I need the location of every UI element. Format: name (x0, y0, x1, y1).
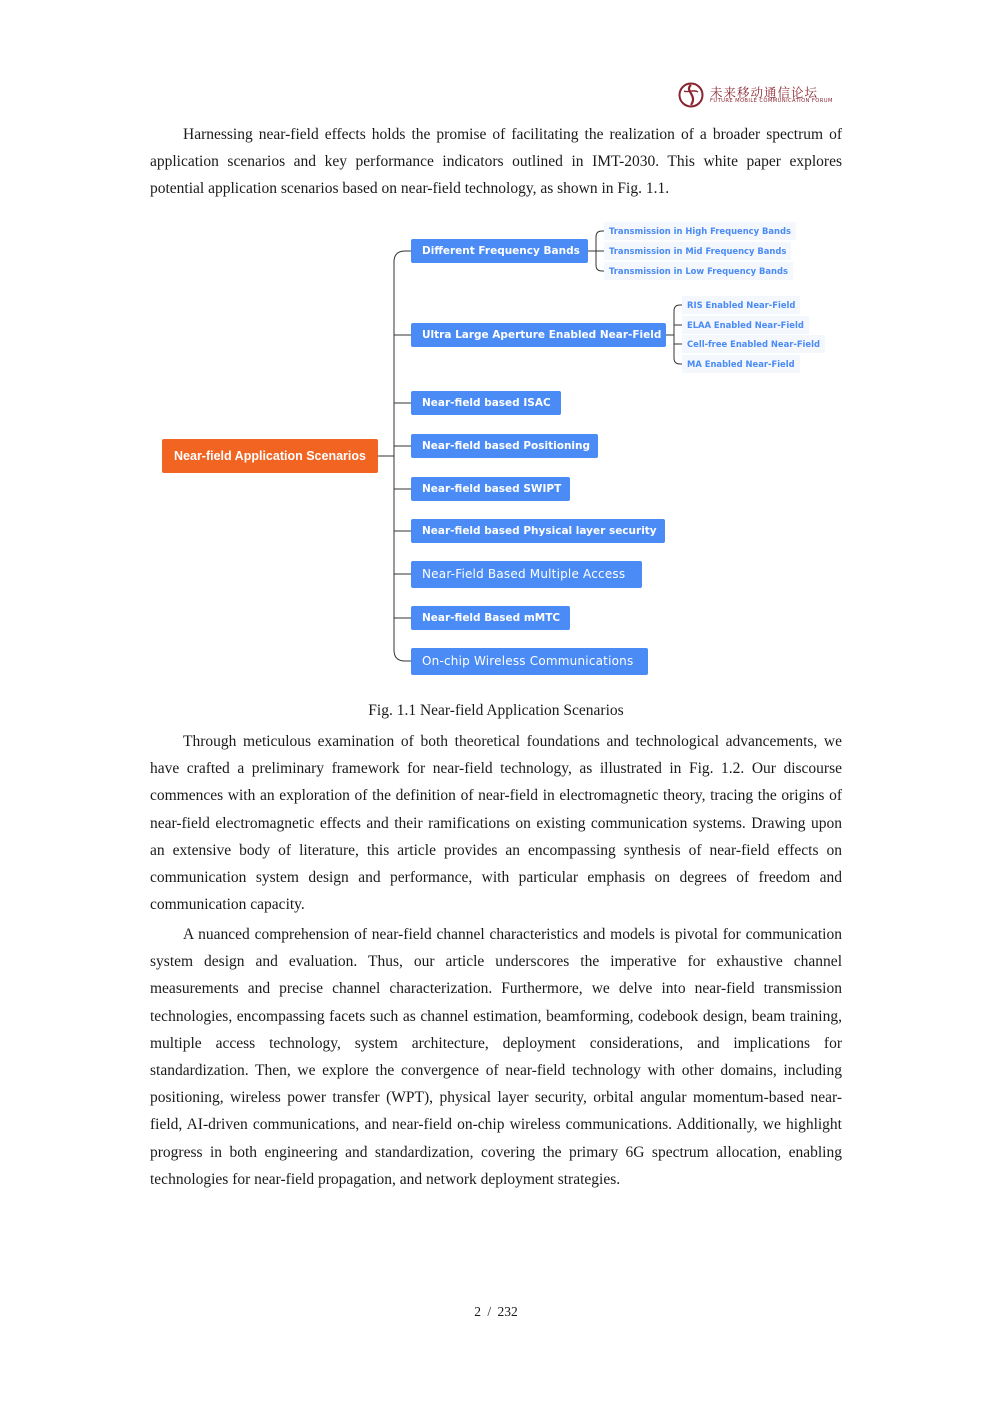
branch-node-multiple-access: Near-Field Based Multiple Access (411, 561, 642, 588)
diagram-root-node: Near-field Application Scenarios (162, 439, 378, 473)
leaf-low-frequency: Transmission in Low Frequency Bands (604, 262, 793, 280)
branch-node-mmtc: Near-field Based mMTC (411, 606, 570, 630)
logo-text-en: FUTURE MOBILE COMMUNICATION FORUM (710, 98, 833, 104)
branch-node-swipt: Near-field based SWIPT (411, 477, 570, 501)
leaf-cell-free: Cell-free Enabled Near-Field (682, 335, 825, 353)
branch-node-isac: Near-field based ISAC (411, 391, 561, 415)
framework-paragraph (150, 728, 842, 918)
branch-node-physical-layer-security: Near-field based Physical layer security (411, 519, 665, 543)
framework-paragraph-text: Through meticulous examination of both theoretical foundations and technological advancements, we have crafted a preliminary framework for near-field technology, as illustrated in Fig. 1.2. Our discourse commences with an exploration of the definition of near-field in electromagnetic theory, tracing the origins of near-field electromagnetic effects and their ramifications on existing communication systems. Drawing upon an extensive body of literature, this article provides an encompassing synthesis of near-field effects on communication system design and performance, with particular emphasis on degrees of freedom and communication capacity. (150, 733, 842, 914)
branch-node-positioning: Near-field based Positioning (411, 434, 598, 458)
forum-logo (678, 80, 833, 110)
branch-node-on-chip: On-chip Wireless Communications (411, 648, 648, 675)
figure-caption: Fig. 1.1 Near-field Application Scenarios (368, 702, 624, 719)
channel-paragraph-text: A nuanced comprehension of near-field channel characteristics and models is pivotal for communication system design and evaluation. Thus, our article underscores the imperative for exhaustive channel measurements and precise channel characterization. Furthermore, we delve into near-field transmission technologies, encompassing facets such as channel estimation, beamforming, codebook design, beam training, multiple access technology, system architecture, deployment considerations, and implications for standardization. Then, we explore the convergence of near-field technology with other domains, including positioning, wireless power transfer (WPT), physical layer security, orbital angular momentum-based near-field, AI-driven communications, and near-field on-chip wireless communications. Additionally, we highlight progress in both engineering and standardization, covering the primary 6G spectrum allocation, enabling technologies for near-field propagation, and network deployment strategies. (150, 926, 842, 1188)
leaf-mid-frequency: Transmission in Mid Frequency Bands (604, 242, 791, 260)
leaf-ris: RIS Enabled Near-Field (682, 296, 800, 314)
intro-paragraph (150, 121, 842, 203)
branch-node-ultra-large-aperture: Ultra Large Aperture Enabled Near-Field (411, 323, 666, 347)
forum-logo-icon (678, 82, 704, 108)
leaf-ma: MA Enabled Near-Field (682, 355, 800, 373)
leaf-elaa: ELAA Enabled Near-Field (682, 316, 809, 334)
channel-paragraph (150, 921, 842, 1193)
branch-node-frequency-bands: Different Frequency Bands (411, 239, 588, 263)
page-number: 2 / 232 (474, 1304, 518, 1319)
intro-paragraph-text: Harnessing near-field effects holds the promise of facilitating the realization of a broader spectrum of application scenarios and key performance indicators outlined in IMT-2030. This white paper explores potential application scenarios based on near-field technology, as shown in Fig. 1.1. (150, 126, 842, 198)
leaf-high-frequency: Transmission in High Frequency Bands (604, 222, 796, 240)
logo-text-cn: 未来移动通信论坛 (710, 85, 819, 100)
